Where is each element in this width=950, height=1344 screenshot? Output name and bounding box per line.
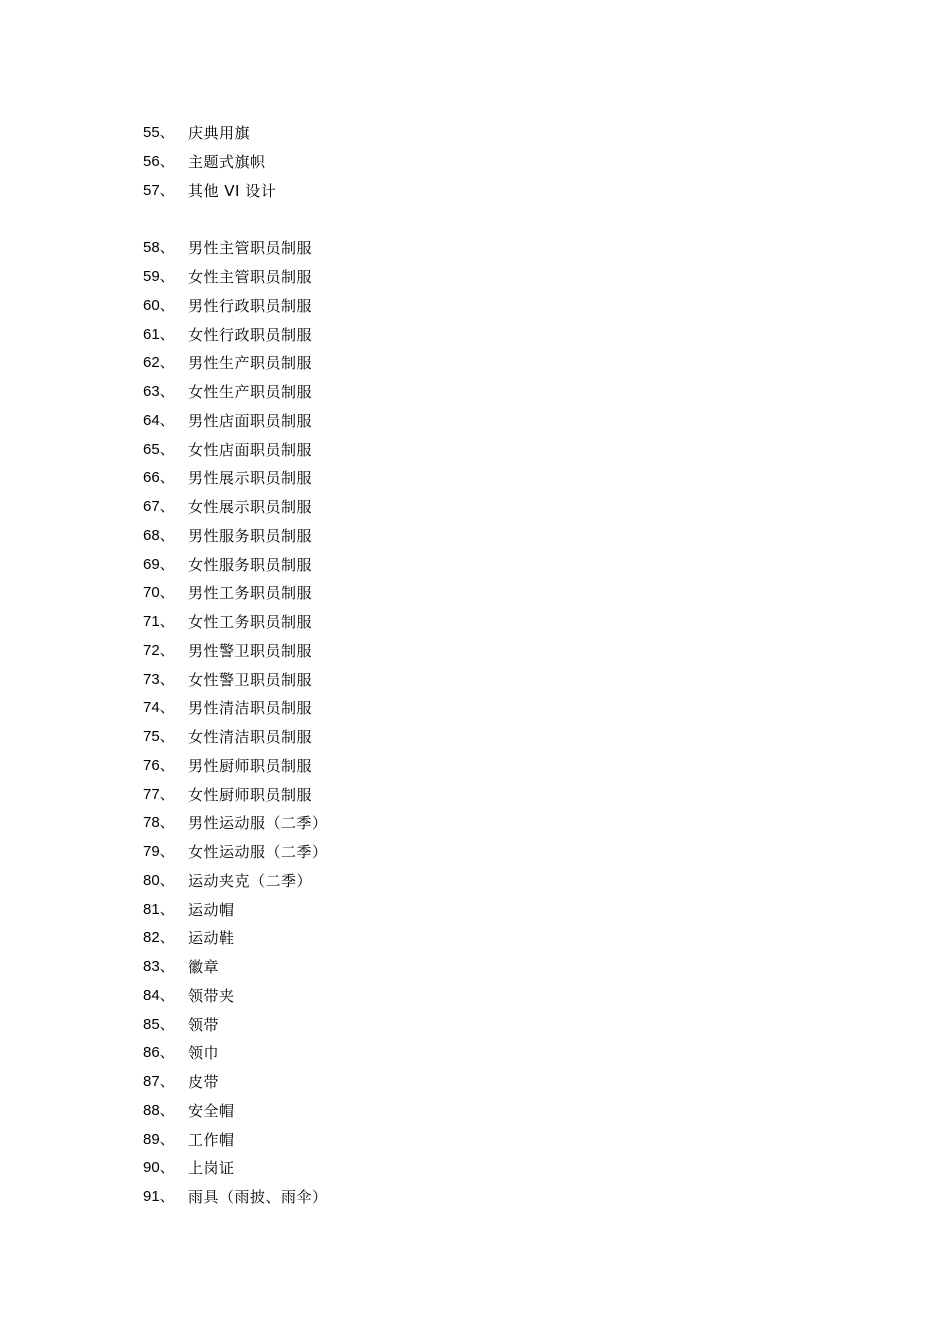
item-number: 63、 xyxy=(143,383,175,401)
item-number: 90、 xyxy=(143,1159,175,1177)
list-item xyxy=(143,1010,743,1039)
list-item xyxy=(143,1183,743,1212)
item-number: 84、 xyxy=(143,986,175,1004)
item-number: 87、 xyxy=(143,1073,175,1091)
item-label: 安全帽 xyxy=(188,1101,235,1120)
list-item xyxy=(143,723,743,752)
list-item xyxy=(143,752,743,781)
list-item xyxy=(143,780,743,809)
item-number: 75、 xyxy=(143,728,175,746)
list-item xyxy=(143,263,743,292)
item-label: 男性工务职员制服 xyxy=(188,584,313,603)
item-label: 运动夹克（二季） xyxy=(188,871,313,890)
list-item xyxy=(143,608,743,637)
item-number: 56、 xyxy=(143,153,175,171)
item-number: 80、 xyxy=(143,871,175,889)
item-label: 其他 VI 设计 xyxy=(188,181,277,200)
item-label: 女性工务职员制服 xyxy=(188,613,313,632)
list-item xyxy=(143,1154,743,1183)
list-item xyxy=(143,148,743,177)
item-label: 女性主管职员制服 xyxy=(188,268,313,287)
item-number: 69、 xyxy=(143,555,175,573)
item-number: 83、 xyxy=(143,958,175,976)
list-item xyxy=(143,637,743,666)
item-label: 男性运动服（二季） xyxy=(188,814,328,833)
item-number: 76、 xyxy=(143,756,175,774)
item-label: 运动帽 xyxy=(188,900,235,919)
list-item xyxy=(143,378,743,407)
item-number: 66、 xyxy=(143,469,175,487)
item-label: 男性店面职员制服 xyxy=(188,411,313,430)
list-item xyxy=(143,895,743,924)
item-label: 男性厨师职员制服 xyxy=(188,756,313,775)
list-item xyxy=(143,579,743,608)
list-item xyxy=(143,953,743,982)
list-item xyxy=(143,320,743,349)
item-label: 女性清洁职员制服 xyxy=(188,728,313,747)
item-label: 男性清洁职员制服 xyxy=(188,699,313,718)
item-label: 领巾 xyxy=(188,1044,220,1063)
list-item xyxy=(143,982,743,1011)
list-item xyxy=(143,292,743,321)
item-list-vi xyxy=(143,119,743,205)
list-item xyxy=(143,1068,743,1097)
item-label: 男性生产职员制服 xyxy=(188,354,313,373)
list-item xyxy=(143,493,743,522)
item-label: 雨具（雨披、雨伞） xyxy=(188,1188,328,1207)
list-item xyxy=(143,867,743,896)
item-label: 男性服务职员制服 xyxy=(188,526,313,545)
item-number: 62、 xyxy=(143,354,175,372)
item-number: 57、 xyxy=(143,181,175,199)
list-item xyxy=(143,665,743,694)
item-number: 64、 xyxy=(143,411,175,429)
item-label: 徽章 xyxy=(188,958,220,977)
list-item xyxy=(143,838,743,867)
item-label: 女性厨师职员制服 xyxy=(188,785,313,804)
item-label: 皮带 xyxy=(188,1073,220,1092)
item-label: 女性店面职员制服 xyxy=(188,440,313,459)
list-item xyxy=(143,407,743,436)
item-list-uniforms xyxy=(143,234,743,1212)
item-label: 男性主管职员制服 xyxy=(188,239,313,258)
item-number: 74、 xyxy=(143,699,175,717)
item-label: 男性展示职员制服 xyxy=(188,469,313,488)
item-label: 女性运动服（二季） xyxy=(188,843,328,862)
item-label: 女性服务职员制服 xyxy=(188,555,313,574)
list-item xyxy=(143,694,743,723)
item-number: 60、 xyxy=(143,296,175,314)
item-number: 67、 xyxy=(143,498,175,516)
item-number: 78、 xyxy=(143,814,175,832)
item-number: 71、 xyxy=(143,613,175,631)
list-item xyxy=(143,119,743,148)
list-item xyxy=(143,1097,743,1126)
list-item xyxy=(143,809,743,838)
item-number: 77、 xyxy=(143,785,175,803)
item-label: 领带 xyxy=(188,1015,220,1034)
item-number: 58、 xyxy=(143,239,175,257)
list-item xyxy=(143,177,743,206)
list-item xyxy=(143,349,743,378)
item-label: 女性展示职员制服 xyxy=(188,498,313,517)
item-label: 领带夹 xyxy=(188,986,235,1005)
list-item xyxy=(143,435,743,464)
item-label: 男性行政职员制服 xyxy=(188,296,313,315)
list-item xyxy=(143,1039,743,1068)
item-number: 86、 xyxy=(143,1044,175,1062)
item-label: 庆典用旗 xyxy=(188,124,251,143)
item-number: 59、 xyxy=(143,268,175,286)
item-number: 91、 xyxy=(143,1188,175,1206)
item-number: 85、 xyxy=(143,1015,175,1033)
item-number: 55、 xyxy=(143,124,175,142)
item-label: 女性警卫职员制服 xyxy=(188,670,313,689)
item-label: 运动鞋 xyxy=(188,929,235,948)
item-number: 88、 xyxy=(143,1101,175,1119)
list-item xyxy=(143,234,743,263)
item-number: 82、 xyxy=(143,929,175,947)
item-number: 72、 xyxy=(143,641,175,659)
item-label: 女性生产职员制服 xyxy=(188,383,313,402)
item-label: 工作帽 xyxy=(188,1130,235,1149)
item-label: 男性警卫职员制服 xyxy=(188,641,313,660)
item-number: 79、 xyxy=(143,843,175,861)
item-number: 73、 xyxy=(143,670,175,688)
list-item xyxy=(143,464,743,493)
item-number: 81、 xyxy=(143,900,175,918)
list-item xyxy=(143,522,743,551)
item-number: 65、 xyxy=(143,440,175,458)
list-item xyxy=(143,550,743,579)
item-number: 70、 xyxy=(143,584,175,602)
item-number: 89、 xyxy=(143,1130,175,1148)
list-item xyxy=(143,1125,743,1154)
item-label: 女性行政职员制服 xyxy=(188,325,313,344)
item-label: 上岗证 xyxy=(188,1159,235,1178)
item-number: 61、 xyxy=(143,325,175,343)
item-label: 主题式旗帜 xyxy=(188,153,266,172)
list-item xyxy=(143,924,743,953)
item-number: 68、 xyxy=(143,526,175,544)
